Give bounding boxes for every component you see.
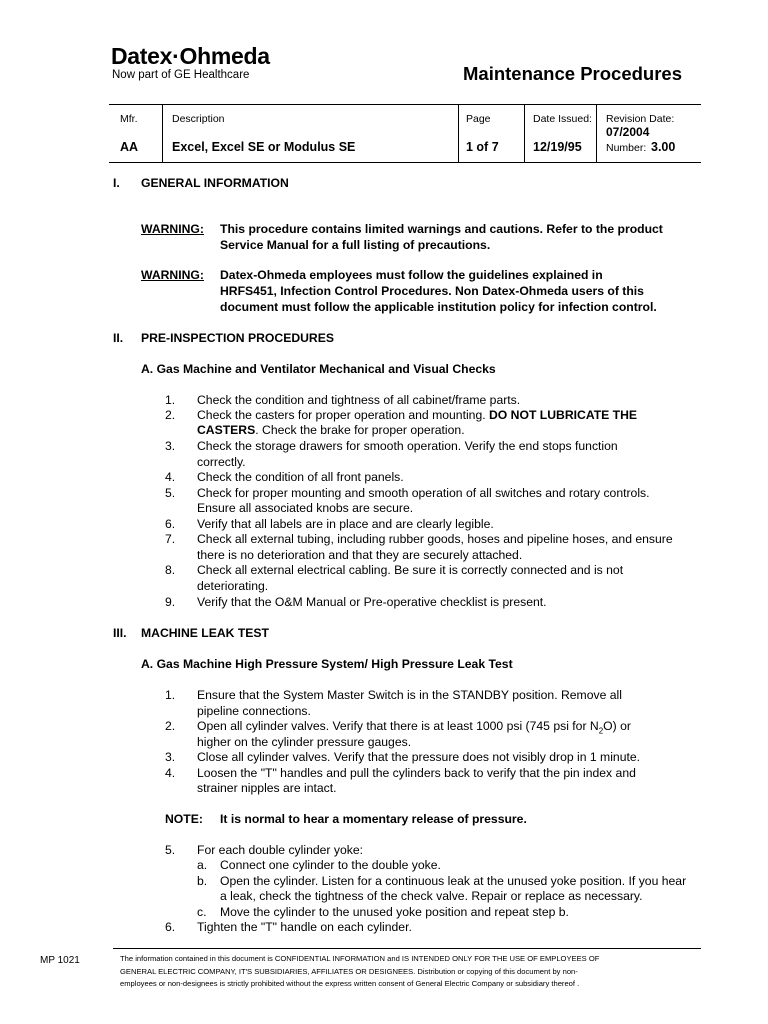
section-3-title: MACHINE LEAK TEST [141,626,269,640]
note-text: It is normal to hear a momentary release of pressure. [220,812,527,826]
list-item-text: there is no deterioration and that they are securely attached. [197,548,523,562]
list-item-number: 2. [165,719,176,733]
list-item-number: 5. [165,486,176,500]
list-item-number: 7. [165,532,176,546]
brand-logo: Datex·Ohmeda [111,43,270,69]
list-item-text: Check the condition of all front panels. [197,470,404,484]
list-item-text: Tighten the "T" handle on each cylinder. [197,920,412,934]
confidentiality-line: The information contained in this document is CONFIDENTIAL INFORMATION and IS INTENDED ONLY FOR THE USE OF EMPLOYEES OF [120,954,600,963]
document-code: MP 1021 [40,955,80,966]
list-item-text: Verify that all labels are in place and are clearly legible. [197,517,494,531]
list-item-text: Close all cylinder valves. Verify that the pressure does not visibly drop in 1 minute. [197,750,641,764]
list-item-number: 1. [165,393,176,407]
section-2-title: PRE-INSPECTION PROCEDURES [141,331,334,345]
description-value: Excel, Excel SE or Modulus SE [172,140,356,154]
brand-subtitle: Now part of GE Healthcare [112,69,250,81]
list-item-number: 1. [165,688,176,702]
document-info-table [109,104,701,163]
revision-date-value: 07/2004 [606,125,650,139]
warning-2-line: HRFS451, Infection Control Procedures. Non Datex-Ohmeda users of this [220,284,644,298]
mfr-value: AA [120,140,139,154]
list-item-number: 6. [165,517,176,531]
list-item-text: Check for proper mounting and smooth operation of all switches and rotary controls. [197,486,650,500]
list-item-text: Verify that the O&M Manual or Pre-operative checklist is present. [197,595,547,609]
subitem-text: Move the cylinder to the unused yoke position and repeat step b. [220,905,569,919]
warning-1-label: WARNING: [141,222,204,236]
list-item-text: For each double cylinder yoke: [197,843,363,857]
subitem-text: Connect one cylinder to the double yoke. [220,858,441,872]
list-item-text: Check the storage drawers for smooth operation. Verify the end stops function [197,439,618,453]
confidentiality-line: employees or non-designees is strictly prohibited without the express written consent of General Electric Company or subsidiary thereof . [120,979,580,988]
page-value: 1 of 7 [466,140,499,154]
list-item-text: Ensure that the System Master Switch is in the STANDBY position. Remove all [197,688,622,702]
date-issued-label: Date Issued: [533,113,592,125]
list-item-text: correctly. [197,455,246,469]
confidentiality-line: GENERAL ELECTRIC COMPANY, IT'S SUBSIDIARIES, AFFILIATES OR DESIGNEES. Distribution or copying of this document by non- [120,966,578,976]
subitem-letter: a. [197,858,208,872]
section-1-number: I. [113,176,120,190]
list-item-text: strainer nipples are intact. [197,781,337,795]
list-item-text: deteriorating. [197,579,269,593]
list-item-number: 6. [165,920,176,934]
list-item-text: CASTERS. Check the brake for proper operation. [197,423,465,437]
subitem-text: Open the cylinder. Listen for a continuous leak at the unused yoke position. If you hear [220,874,687,888]
list-item-text: Ensure all associated knobs are secure. [197,501,414,515]
list-item-number: 4. [165,470,176,484]
section-2-subheading: A. Gas Machine and Ventilator Mechanical and Visual Checks [141,362,496,376]
list-item-number: 8. [165,563,176,577]
footer-divider [113,948,701,949]
list-item-number: 4. [165,766,176,780]
list-item-text: Loosen the "T" handles and pull the cylinders back to verify that the pin index and [197,766,636,780]
subitem-letter: b. [197,874,208,888]
list-item-text: Open all cylinder valves. Verify that there is at least 1000 psi (745 psi for $N_2O$) or [197,719,631,736]
list-item-text: higher on the cylinder pressure gauges. [197,735,412,749]
warning-1-line: This procedure contains limited warnings and cautions. Refer to the product [220,222,663,236]
note-label: NOTE: [165,812,203,826]
date-issued-value: 12/19/95 [533,140,582,154]
list-item-text: Check the condition and tightness of all cabinet/frame parts. [197,393,521,407]
list-item-number: 9. [165,595,176,609]
warning-1-line: Service Manual for a full listing of precautions. [220,238,491,252]
document-title: Maintenance Procedures [463,63,682,84]
section-2-number: II. [113,331,124,345]
warning-2-line: document must follow the applicable institution policy for infection control. [220,300,657,314]
mfr-label: Mfr. [120,113,138,125]
list-item-text: Check all external tubing, including rubber goods, hoses and pipeline hoses, and ensure [197,532,673,546]
description-label: Description [172,113,225,125]
subitem-letter: c. [197,905,207,919]
list-item-number: 5. [165,843,176,857]
warning-2-line: Datex-Ohmeda employees must follow the guidelines explained in [220,268,603,282]
subitem-text: a leak, check the tightness of the check valve. Repair or replace as necessary. [220,889,643,903]
section-1-title: GENERAL INFORMATION [141,176,289,190]
list-item-text: pipeline connections. [197,704,311,718]
list-item-number: 3. [165,439,176,453]
confidentiality-notice [120,953,695,991]
page-label: Page [466,113,491,125]
section-3-subheading: A. Gas Machine High Pressure System/ High Pressure Leak Test [141,657,513,671]
revision-date-label: Revision Date: [606,113,675,125]
list-item-number: 2. [165,408,176,422]
list-item-number: 3. [165,750,176,764]
list-item-text: Check all external electrical cabling. Be sure it is correctly connected and is not [197,563,624,577]
list-item-text: Check the casters for proper operation and mounting. DO NOT LUBRICATE THE [197,408,638,422]
section-3-number: III. [113,626,127,640]
number-value: 3.00 [651,140,676,154]
number-label: Number: [606,142,647,154]
warning-2-label: WARNING: [141,268,204,282]
